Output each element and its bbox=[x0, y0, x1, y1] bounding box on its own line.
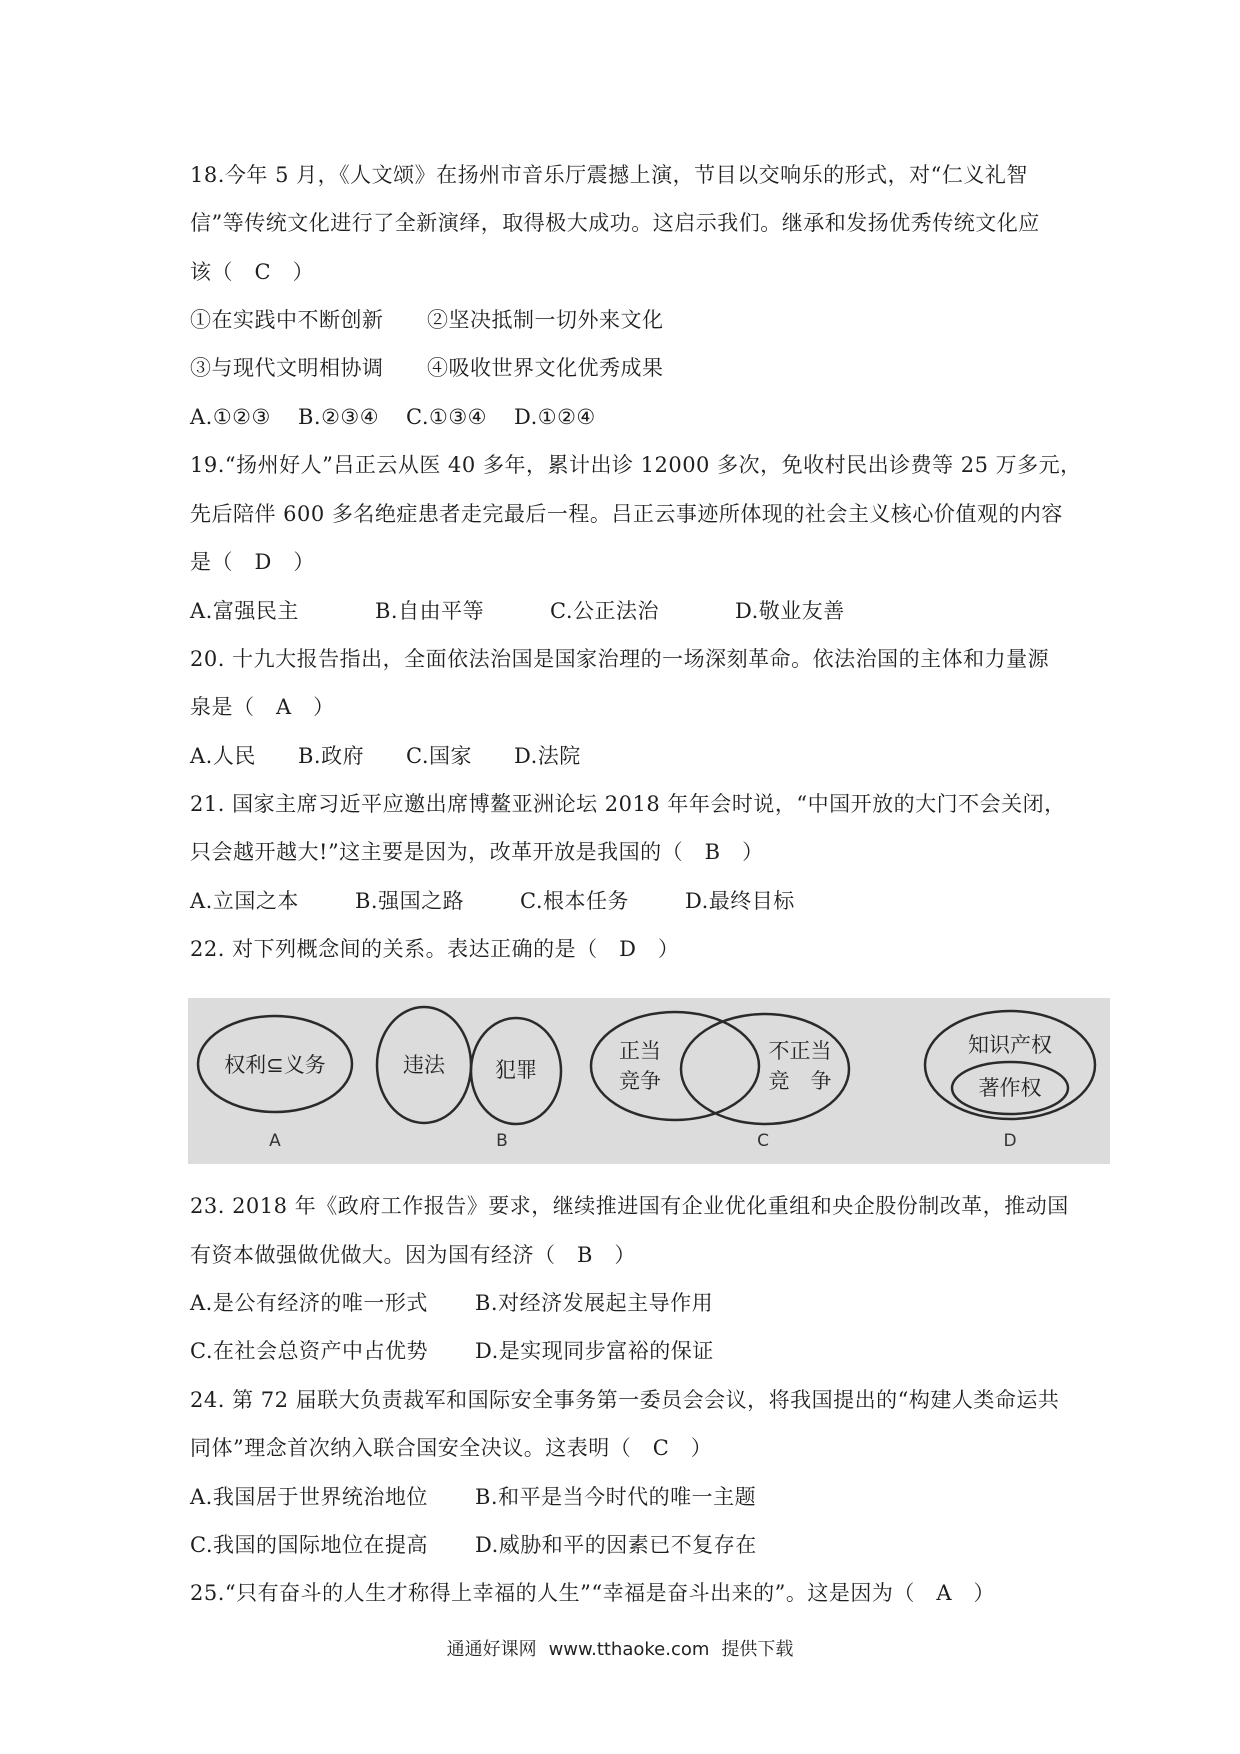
diagram-c-right-text-2: 竞 争 bbox=[768, 1069, 832, 1093]
q24-options-row-1 bbox=[190, 1484, 756, 1510]
q18-options bbox=[190, 404, 596, 430]
q24-line-1: 24. 第 72 届联大负责裁军和国际安全事务第一委员会会议，将我国提出的“构建人类命运共 bbox=[190, 1388, 1060, 1412]
q23-line-1: 23. 2018 年《政府工作报告》要求，继续推进国有企业优化重组和央企股份制改革，推动国 bbox=[190, 1194, 1069, 1218]
q18-option-c: C.①③④ bbox=[406, 405, 487, 429]
q21-options bbox=[190, 888, 795, 914]
q20-options bbox=[190, 743, 581, 769]
diagram-label-a: A bbox=[269, 1131, 281, 1151]
q24-option-d: D.威胁和平的因素已不复存在 bbox=[475, 1533, 757, 1557]
q25-line-1: 25.“只有奋斗的人生才称得上幸福的人生”“幸福是奋斗出来的”。这是因为（ A ） bbox=[190, 1581, 996, 1605]
footer-tail: 提供下载 bbox=[721, 1639, 794, 1660]
diagram-label-b: B bbox=[496, 1131, 508, 1151]
q21-option-b: B.强国之路 bbox=[355, 889, 465, 913]
footer-url[interactable]: www.tthaoke.com bbox=[548, 1639, 710, 1660]
q18-item-2: ②坚决抵制一切外来文化 bbox=[427, 308, 664, 332]
q23-option-d: D.是实现同步富裕的保证 bbox=[475, 1339, 714, 1363]
q19-option-a: A.富强民主 bbox=[190, 599, 299, 623]
diagram-d-inner-text: 著作权 bbox=[978, 1076, 1042, 1100]
q20-option-a: A.人民 bbox=[190, 744, 256, 768]
q18-line-3: 该（ C ） bbox=[190, 260, 315, 284]
q21-option-a: A.立国之本 bbox=[190, 889, 299, 913]
diagram-a-text: 权利⊆义务 bbox=[224, 1053, 326, 1077]
page-footer bbox=[0, 1635, 1240, 1661]
q24-option-b: B.和平是当今时代的唯一主题 bbox=[475, 1485, 757, 1509]
footer-site-name: 通通好课网 bbox=[446, 1639, 537, 1660]
q21-option-c: C.根本任务 bbox=[520, 889, 629, 913]
q23-line-2: 有资本做强做优做大。因为国有经济（ B ） bbox=[190, 1243, 636, 1267]
diagram-c-left-ellipse bbox=[591, 1012, 759, 1120]
q20-line-1: 20. 十九大报告指出，全面依法治国是国家治理的一场深刻革命。依法治国的主体和力量源 bbox=[190, 647, 1050, 671]
q23-option-c: C.在社会总资产中占优势 bbox=[190, 1339, 428, 1363]
q20-option-b: B.政府 bbox=[298, 744, 365, 768]
q18-line-1: 18.今年 5 月，《人文颂》在扬州市音乐厅震撼上演，节目以交响乐的形式，对“仁义礼智 bbox=[190, 163, 1028, 187]
q18-item-3: ③与现代文明相协调 bbox=[190, 356, 384, 380]
q19-line-2: 先后陪伴 600 多名绝症患者走完最后一程。吕正云事迹所体现的社会主义核心价值观的内容 bbox=[190, 502, 1063, 526]
diagram-label-d: D bbox=[1003, 1131, 1017, 1151]
diagram-c-right-text-1: 不正当 bbox=[768, 1039, 832, 1063]
q23-option-a: A.是公有经济的唯一形式 bbox=[190, 1291, 428, 1315]
diagram-d-outer-ellipse bbox=[925, 1011, 1095, 1119]
q19-option-d: D.敬业友善 bbox=[735, 599, 845, 623]
q19-options bbox=[190, 598, 845, 624]
diagram-c-left-text-2: 竞争 bbox=[619, 1069, 661, 1093]
q18-option-a: A.①②③ bbox=[190, 405, 271, 429]
q22-line-1: 22. 对下列概念间的关系。表达正确的是（ D ） bbox=[190, 937, 680, 961]
diagram-d-outer-text: 知识产权 bbox=[968, 1033, 1052, 1057]
q23-options-row-1 bbox=[190, 1290, 713, 1316]
q24-option-c: C.我国的国际地位在提高 bbox=[190, 1533, 428, 1557]
q24-options-row-2 bbox=[190, 1532, 757, 1558]
diagram-label-c: C bbox=[757, 1131, 769, 1151]
q18-option-d: D.①②④ bbox=[514, 405, 596, 429]
diagram-b-left-text: 违法 bbox=[403, 1053, 445, 1077]
diagram-b-right-text: 犯罪 bbox=[495, 1058, 537, 1082]
q18-item-1: ①在实践中不断创新 bbox=[190, 308, 384, 332]
q20-option-c: C.国家 bbox=[406, 744, 472, 768]
q18-line-2: 信”等传统文化进行了全新演绎，取得极大成功。这启示我们。继承和发扬优秀传统文化应 bbox=[190, 211, 1040, 235]
q19-line-3: 是（ D ） bbox=[190, 550, 315, 574]
q19-option-b: B.自由平等 bbox=[375, 599, 485, 623]
q24-option-a: A.我国居于世界统治地位 bbox=[190, 1485, 428, 1509]
q21-line-1: 21. 国家主席习近平应邀出席博鳌亚洲论坛 2018 年年会时说，“中国开放的大门不会关闭， bbox=[190, 792, 1066, 816]
q23-option-b: B.对经济发展起主导作用 bbox=[475, 1291, 714, 1315]
q18-items-row-1 bbox=[190, 307, 664, 333]
q18-item-4: ④吸收世界文化优秀成果 bbox=[427, 356, 664, 380]
q20-option-d: D.法院 bbox=[514, 744, 581, 768]
q19-line-1: 19.“扬州好人”吕正云从医 40 多年，累计出诊 12000 多次，免收村民出诊费等 25 万多元， bbox=[190, 453, 1082, 477]
q24-line-2: 同体”理念首次纳入联合国安全决议。这表明（ C ） bbox=[190, 1436, 713, 1460]
concept-relationship-diagram bbox=[188, 998, 1110, 1164]
q18-items-row-2 bbox=[190, 355, 664, 381]
q23-options-row-2 bbox=[190, 1338, 714, 1364]
q21-line-2: 只会越开越大!”这主要是因为，改革开放是我国的（ B ） bbox=[190, 840, 764, 864]
q20-line-2: 泉是（ A ） bbox=[190, 695, 335, 719]
q21-option-d: D.最终目标 bbox=[685, 889, 795, 913]
diagram-c-left-text-1: 正当 bbox=[619, 1039, 661, 1063]
q19-option-c: C.公正法治 bbox=[550, 599, 659, 623]
q18-option-b: B.②③④ bbox=[298, 405, 380, 429]
